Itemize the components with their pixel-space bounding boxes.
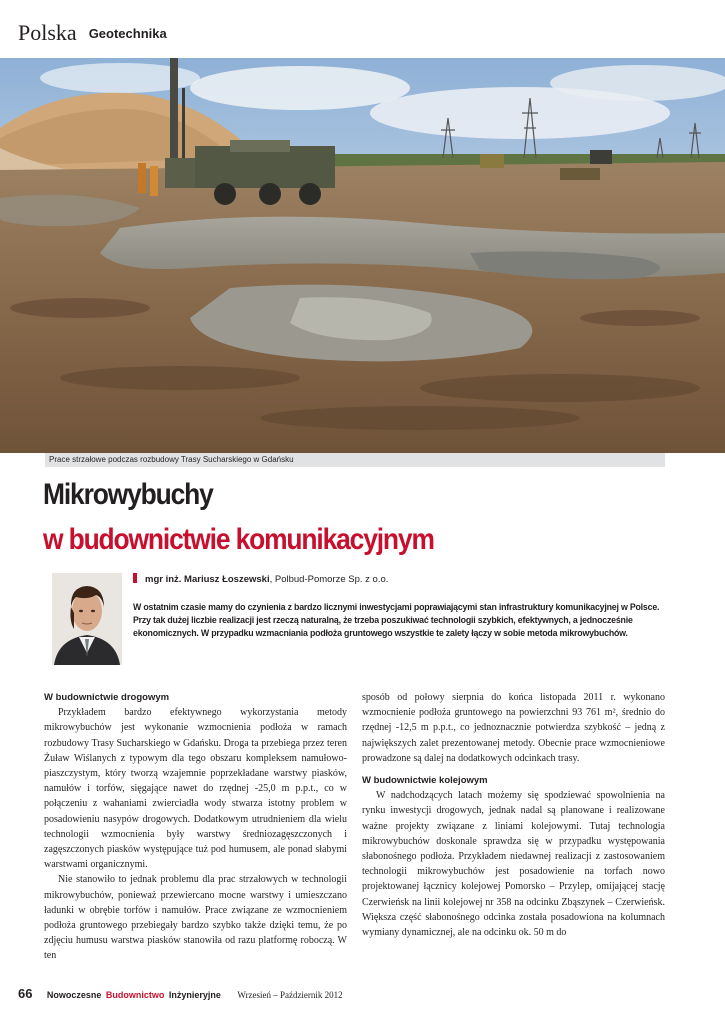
author-line <box>133 573 388 585</box>
left-column <box>44 690 347 964</box>
body-paragraph: W nadchodzących latach możemy się spodziewać spowolnienia na rynku inwestycji drogowych, jednak nadal są planowane i realizowane ważne projekty związane z liniami kolejowymi. Tutaj technologia mikrowybuchów doskonale sprawdza się w przypadku występowania słabonośnego podłoża. Przykładem niedawnej realizacji z zastosowaniem technologii mikrowybuchów jest posadowienie na torfach nowo projektowanej łącznicy kolejowej Pomorsko – Przylep, omijającej stację Czerwieńsk na linii kolejowej nr 358 na odcinku Zbąszynek – Czerwieńsk. Większa część słabonośnego odcinka została posadowiona na kolumnach wymiany dynamicznej, ale na odcinku ok. 50 m do <box>362 790 665 939</box>
body-paragraph: Przykładem bardzo efektywnego wykorzystania metody mikrowybuchów jest wykonanie wzmocnienia podłoża w ramach rozbudowy Trasy Sucharskiego w Gdańsku. Droga ta przebiega przez teren Żuław Wiślanych z typowym dla tego obszaru kompleksem namułowo-piaszczystym, który tworzą wzajemnie poprzekładane warstwy piasków, namułów i torfów, sięgające nawet do rzędnej -25,0 m p.p.t., co w połączeniu z wahaniami zwierciadła wody stwarza istotny problem w posadowieniu nasypów drogowych. Dodatkowym utrudnieniem dla wielu technologii wzmocnienia były warstwy średniozagęszczonych i zagęszczonych piasków występujące tuż pod humusem, ale ponad słabymi warstwami organicznymi. <box>44 707 347 871</box>
page-footer <box>18 985 343 1003</box>
right-column <box>362 690 665 940</box>
page-number: 66 <box>18 986 33 1001</box>
article-title-line2: w budownictwie komunikacyjnym <box>43 523 434 556</box>
author-affiliation: , Polbud-Pomorze Sp. z o.o. <box>269 574 389 585</box>
author-name: mgr inż. Mariusz Łoszewski <box>145 574 270 585</box>
photo-caption: Prace strzałowe podczas rozbudowy Trasy Sucharskiego w Gdańsku <box>45 453 665 467</box>
magazine-name-part1: Nowoczesne <box>46 990 102 1000</box>
section-heading-rail: W budownictwie kolejowym <box>362 775 488 787</box>
magazine-name-part3: Inżynieryjne <box>168 990 221 1000</box>
issue-date: Wrzesień – Październik 2012 <box>237 990 343 1000</box>
article-lead: W ostatnim czasie mamy do czynienia z bardzo licznymi inwestycjami poprawiającymi stan infrastruktury komunikacyjnej w Polsce. Przy tak dużej liczbie realizacji jest rzeczą naturalną, że trzeba poszukiwać technologii szybkich, efektywnych, a jednocześnie ekonomicznych. W przypadku wzmacniania podłoża gruntowego wszystkie te zalety łączy w sobie metoda mikrowybuchów. <box>133 602 660 638</box>
body-paragraph: Nie stanowiło to jednak problemu dla prac strzałowych w technologii mikrowybuchów, ponieważ przewiercano mocne warstwy i umieszczano ładunki w obrębie torfów i namułów. Prace związane ze wzmocnieniem podłoża gruntowego przebiegały bardzo szybko także dzięki temu, że po zdjęciu humusu warstwa piasków stanowiła od razu platformę roboczą. W ten <box>44 874 347 962</box>
body-paragraph: sposób od połowy sierpnia do końca listopada 2011 r. wykonano wzmocnienie podłoża gruntowego na powierzchni 93 761 m², średnio do rzędnej -12,5 m p.p.t., co jednoznacznie potwierdza szybkość – jedną z największych zalet prezentowanej metody. Obecnie prace wzmocnieniowe prowadzone są dalej na dodatkowych odcinkach trasy. <box>362 692 665 764</box>
construction-site-photo <box>0 58 725 453</box>
running-header <box>18 20 167 44</box>
red-marker <box>133 573 137 583</box>
article-title-line1: Mikrowybuchy <box>43 478 213 511</box>
section-heading-road: W budownictwie drogowym <box>44 692 170 703</box>
magazine-name-part2: Budownictwo <box>105 990 165 1000</box>
header-country: Polska <box>18 20 77 45</box>
header-section: Geotechnika <box>88 26 167 41</box>
author-portrait <box>52 573 122 665</box>
